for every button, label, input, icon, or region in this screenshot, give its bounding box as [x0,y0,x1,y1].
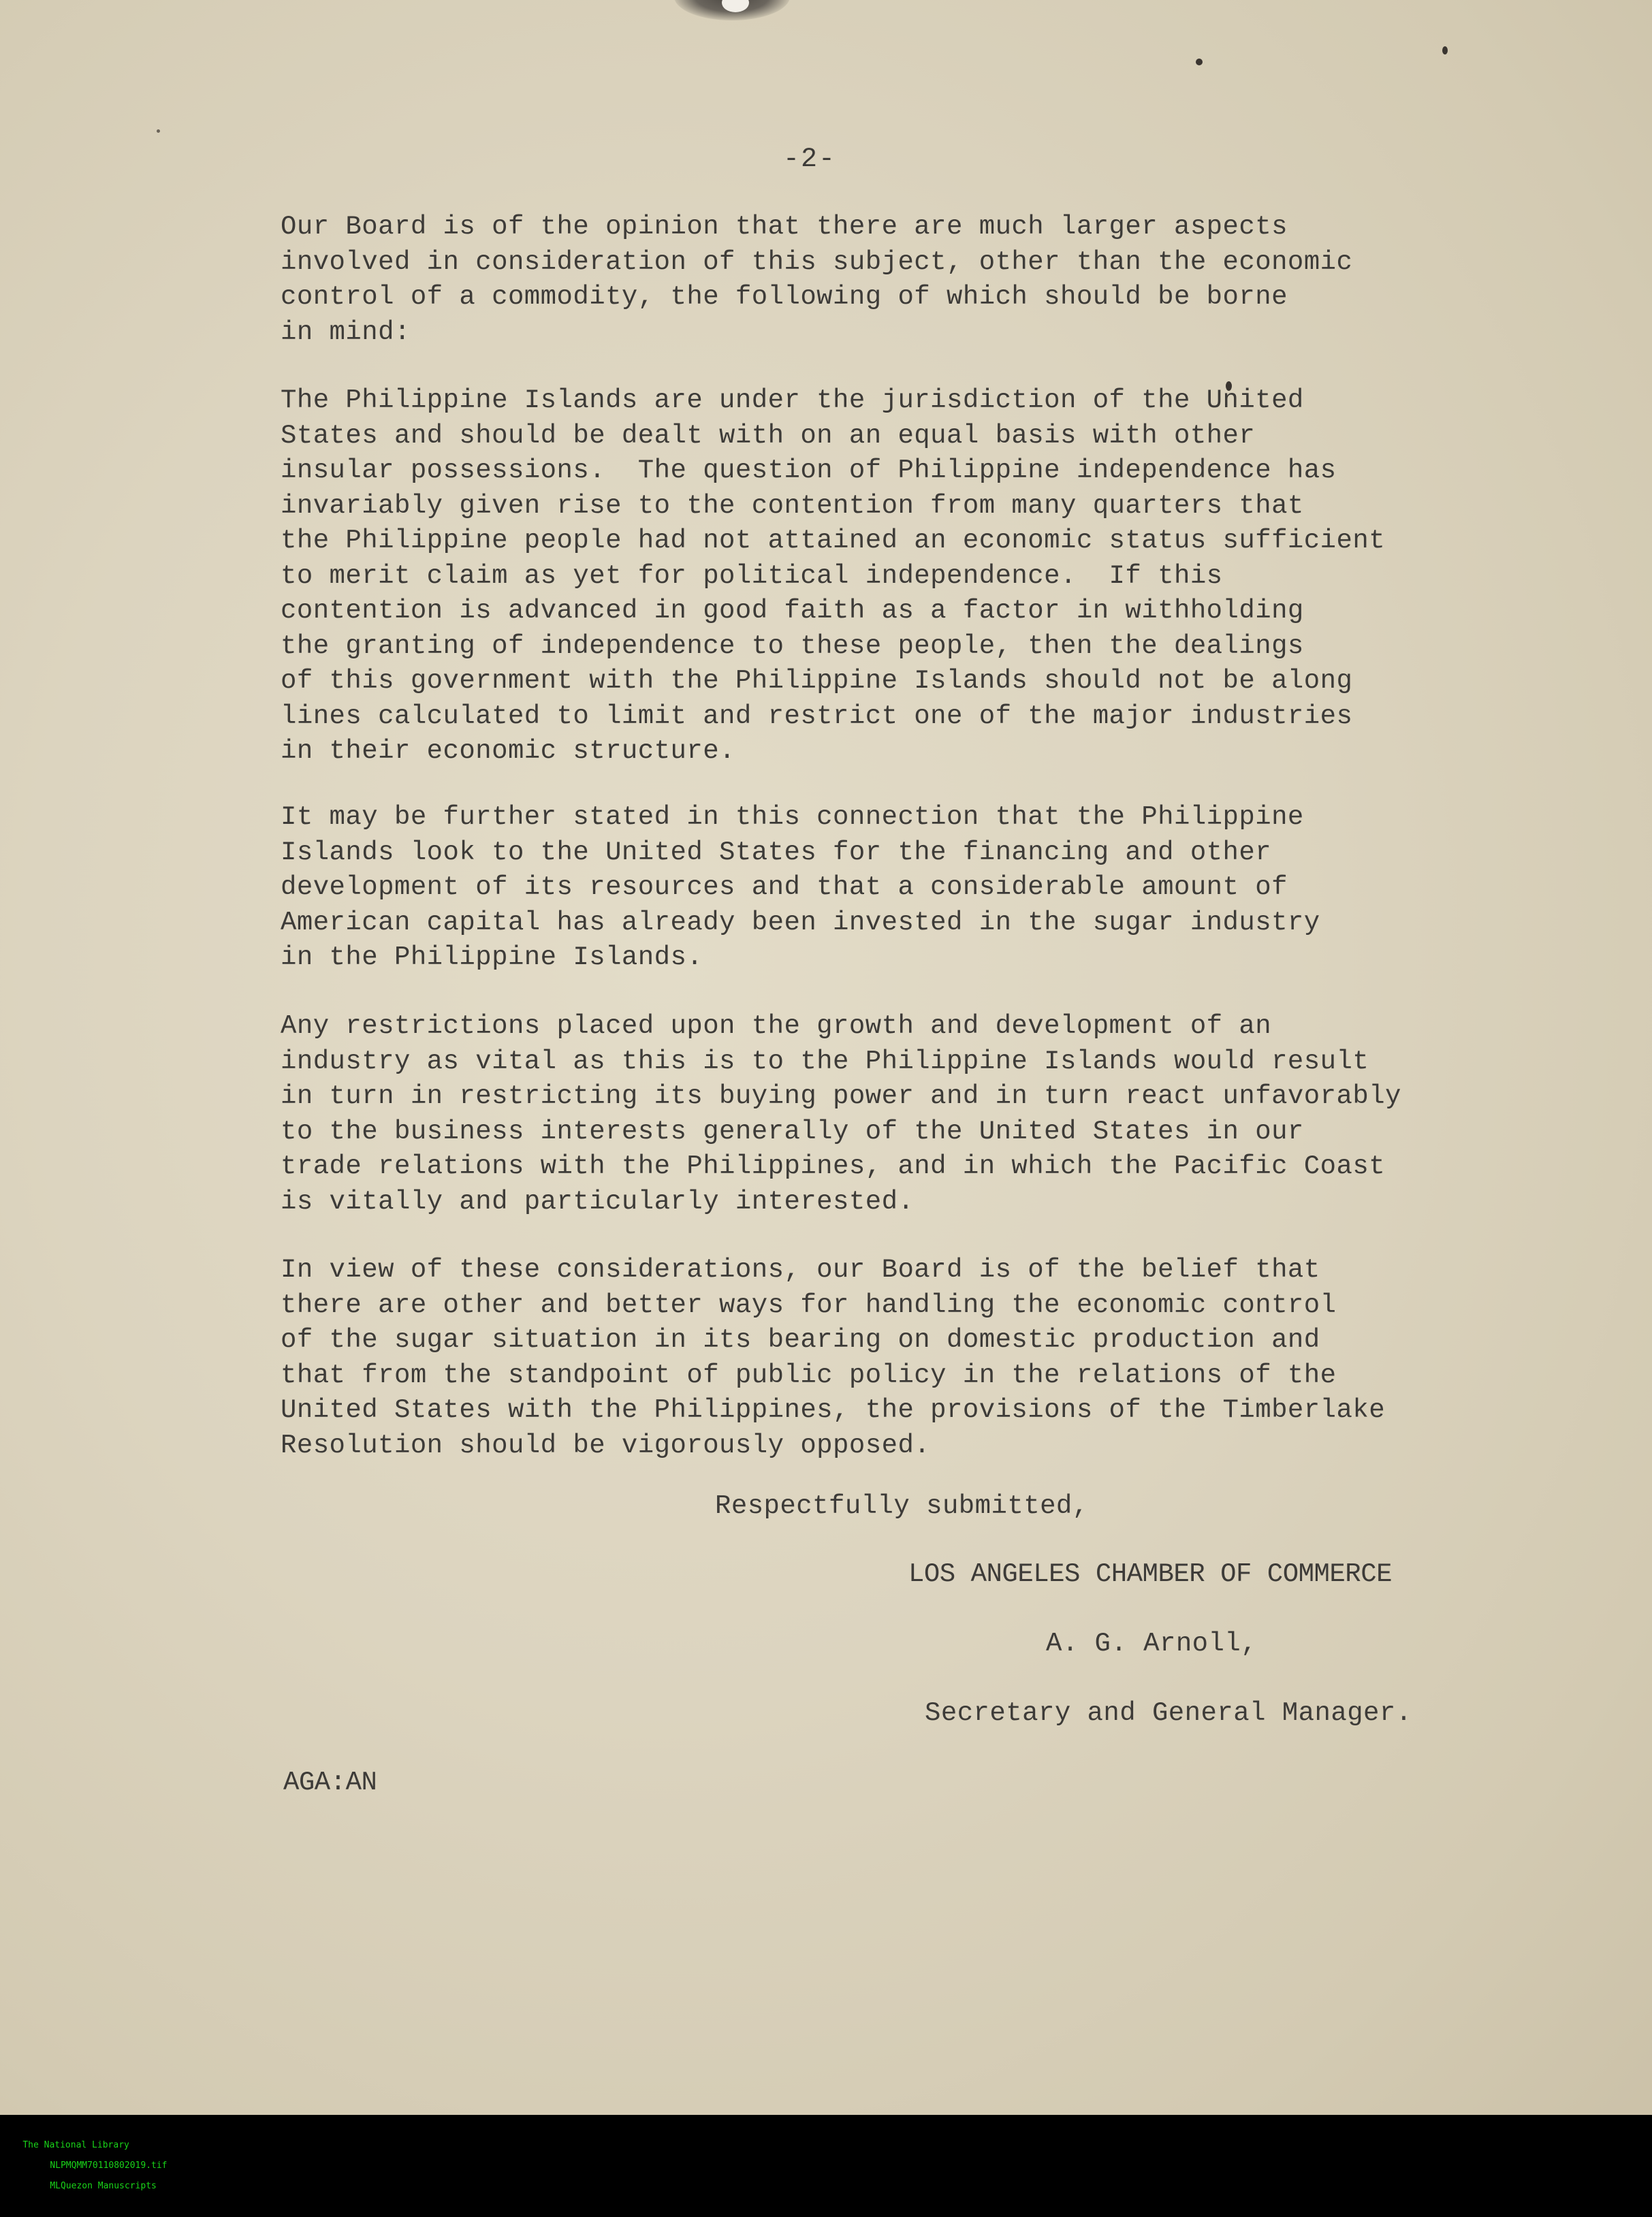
reference-initials: AGA:AN [283,1768,377,1798]
body-paragraph: In view of these considerations, our Board is of the belief that there are other and better ways for handling the economic control of the sugar situation in its bearing on domestic production and that from the standpoint of public policy in the relations of the United States with the Philippines, the provisions of the Timberlake Resolution should be vigorously opposed. [281,1255,1386,1461]
ink-speck [157,129,160,133]
ink-speck [1442,46,1448,54]
footer-filename: NLPMQMM70110802019.tif [50,2160,168,2171]
ink-speck [1196,59,1203,65]
body-paragraph: The Philippine Islands are under the jurisdiction of the United States and should be dealt with on an equal basis with other insular possessions. The question of Philippine independence has invariably given rise to the contention from many quarters that the Philippine people had not attained an economic status sufficient to merit claim as yet for political independence. If this contention is advanced in good faith as a factor in withholding the granting of independence to these people, then the dealings of this government with the Philippine Islands should not be along lines calculated to limit and restrict one of the major industries in their economic structure. [281,385,1386,766]
closing-line: Respectfully submitted, [715,1491,1089,1521]
footer-library: The National Library [22,2140,129,2150]
body-paragraph: It may be further stated in this connection that the Philippine Islands look to the United States for the financing and other development of its resources and that a considerable amount of American capital has already been invested in the sugar industry in the Philippine Islands. [281,802,1320,972]
signer-name: A. G. Arnoll, [1046,1629,1258,1659]
footer-collection: MLQuezon Manuscripts [50,2181,157,2191]
archive-footer [0,2115,1652,2191]
organization-name: LOS ANGELES CHAMBER OF COMMERCE [908,1559,1393,1589]
page-number: -2- [783,144,837,175]
body-paragraph: Any restrictions placed upon the growth and development of an industry as vital as this is to the Philippine Islands would result in turn in restricting its buying power and in turn react unfavorably to the business interests generally of the United States in our trade relations with the Philippines, and in which the Pacific Coast is vitally and particularly interested. [281,1011,1401,1217]
body-paragraph: Our Board is of the opinion that there are much larger aspects involved in consideration of this subject, other than the economic control of a commodity, the following of which should be borne in mind: [281,212,1353,347]
signer-title: Secretary and General Manager. [925,1698,1412,1728]
